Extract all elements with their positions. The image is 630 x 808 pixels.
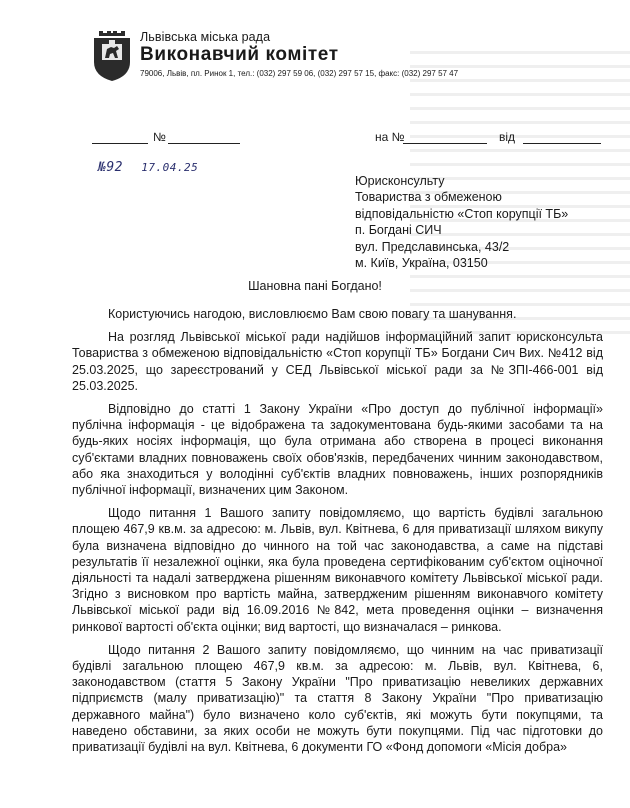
handwritten-registration	[98, 160, 198, 175]
handwritten-date: 17.04.25	[141, 161, 199, 174]
incoming-number-blank	[403, 130, 487, 144]
salutation: Шановна пані Богдано!	[248, 279, 382, 293]
city-council-name: Львівська міська рада	[140, 30, 271, 44]
addressee-line: м. Київ, Україна, 03150	[355, 256, 488, 271]
paragraph-text: Щодо питання 1 Вашого запиту повідомляємо, що вартість будівлі загальною площею 467,9 кв.м. за адресою: м. Львів, вул. Квітнева, 6 для приватизації шляхом викупу була визначена відповідно до чинного на той час законодавства, а саме на підставі результатів її незалежної оцінки, яка була проведена сертифікованим суб'єктом оціночної діяльності та надалі затверджена рішенням виконавчого комітету Львівської міської ради. Згідно з висновком про вартість майна, затвердженим рішенням виконавчого комітету Львівської міської ради від 16.09.2016 №842, мета проведення оцінки – визначення ринкової вартості об'єкта оцінки; вид вартості, що визначалася – ринкова.	[72, 506, 603, 634]
paragraph-text: Щодо питання 2 Вашого запиту повідомляємо, що чинним на час приватизації будівлі загальною площею 467,9 кв.м. за адресою: м. Львів, вул. Квітнева, 6, законодавством (стаття 5 Закону України "Про приватизацію невеликих державних підприємств (малу приватизацію)" та стаття 8 Закону України "Про приватизацію державного майна") було визначено коло суб'єктів, які можуть бути покупцями, та наведено обставини, за яких особи не можуть бути покупцями. Під час підготовки до приватизації будівлі на вул. Квітнева, 6 документи ГО «Фонд допомоги «Місія добра»	[72, 642, 603, 755]
outgoing-date-blank	[168, 130, 240, 144]
handwritten-number: №92	[98, 160, 123, 175]
date-label: від	[499, 130, 516, 144]
org-block	[140, 30, 458, 80]
lviv-coat-of-arms-icon	[92, 30, 132, 82]
addressee-line: Товариства з обмеженою	[355, 190, 502, 205]
letterhead	[92, 30, 612, 90]
paragraph	[72, 505, 603, 635]
to-number-label: на №	[375, 130, 405, 144]
paragraph	[72, 642, 603, 755]
addressee-line: вул. Предславинська, 43/2	[355, 239, 510, 254]
reference-line	[92, 130, 602, 146]
paragraph-text: Користуючись нагодою, висловлюємо Вам свою повагу та шанування.	[108, 307, 517, 321]
committee-name: Виконавчий комітет	[140, 44, 339, 65]
letter-body	[72, 306, 603, 762]
addressee-line: Юрисконсульту	[355, 174, 445, 188]
outgoing-number-blank	[92, 130, 148, 144]
number-label: №	[153, 130, 166, 144]
paragraph	[72, 401, 603, 498]
paragraph	[72, 306, 603, 322]
paragraph-text: На розгляд Львівської міської ради надійшов інформаційний запит юрисконсульта Товариства з обмеженою відповідальністю «Стоп корупції ТБ» Богдани Сич Вих. №412 від 25.03.2025, що зареєстрований у СЕД Львівської міської ради за №ЗПІ-466-001 від 25.03.2025.	[72, 330, 603, 393]
contact-line: 79006, Львів, пл. Ринок 1, тел.: (032) 297 59 06, (032) 297 57 15, факс: (032) 297 57 47	[140, 69, 459, 78]
paragraph	[72, 329, 603, 394]
addressee-block	[355, 173, 568, 271]
paragraph-text: Відповідно до статті 1 Закону України «Про доступ до публічної інформації» публічна інформація - це відображена та задокументована будь-якими засобами та на будь-яких носіях інформація, що була отримана або створена в процесі виконання суб'єктами владних повноважень своїх обов'язків, передбачених чинним законодавством, або яка знаходиться у володінні суб'єктів владних повноважень, інших розпорядників публічної інформації, визначених цим Законом.	[72, 402, 603, 498]
addressee-line: відповідальністю «Стоп корупції ТБ»	[355, 206, 569, 221]
incoming-date-blank	[523, 130, 601, 144]
addressee-line: п. Богдані СИЧ	[355, 223, 442, 238]
